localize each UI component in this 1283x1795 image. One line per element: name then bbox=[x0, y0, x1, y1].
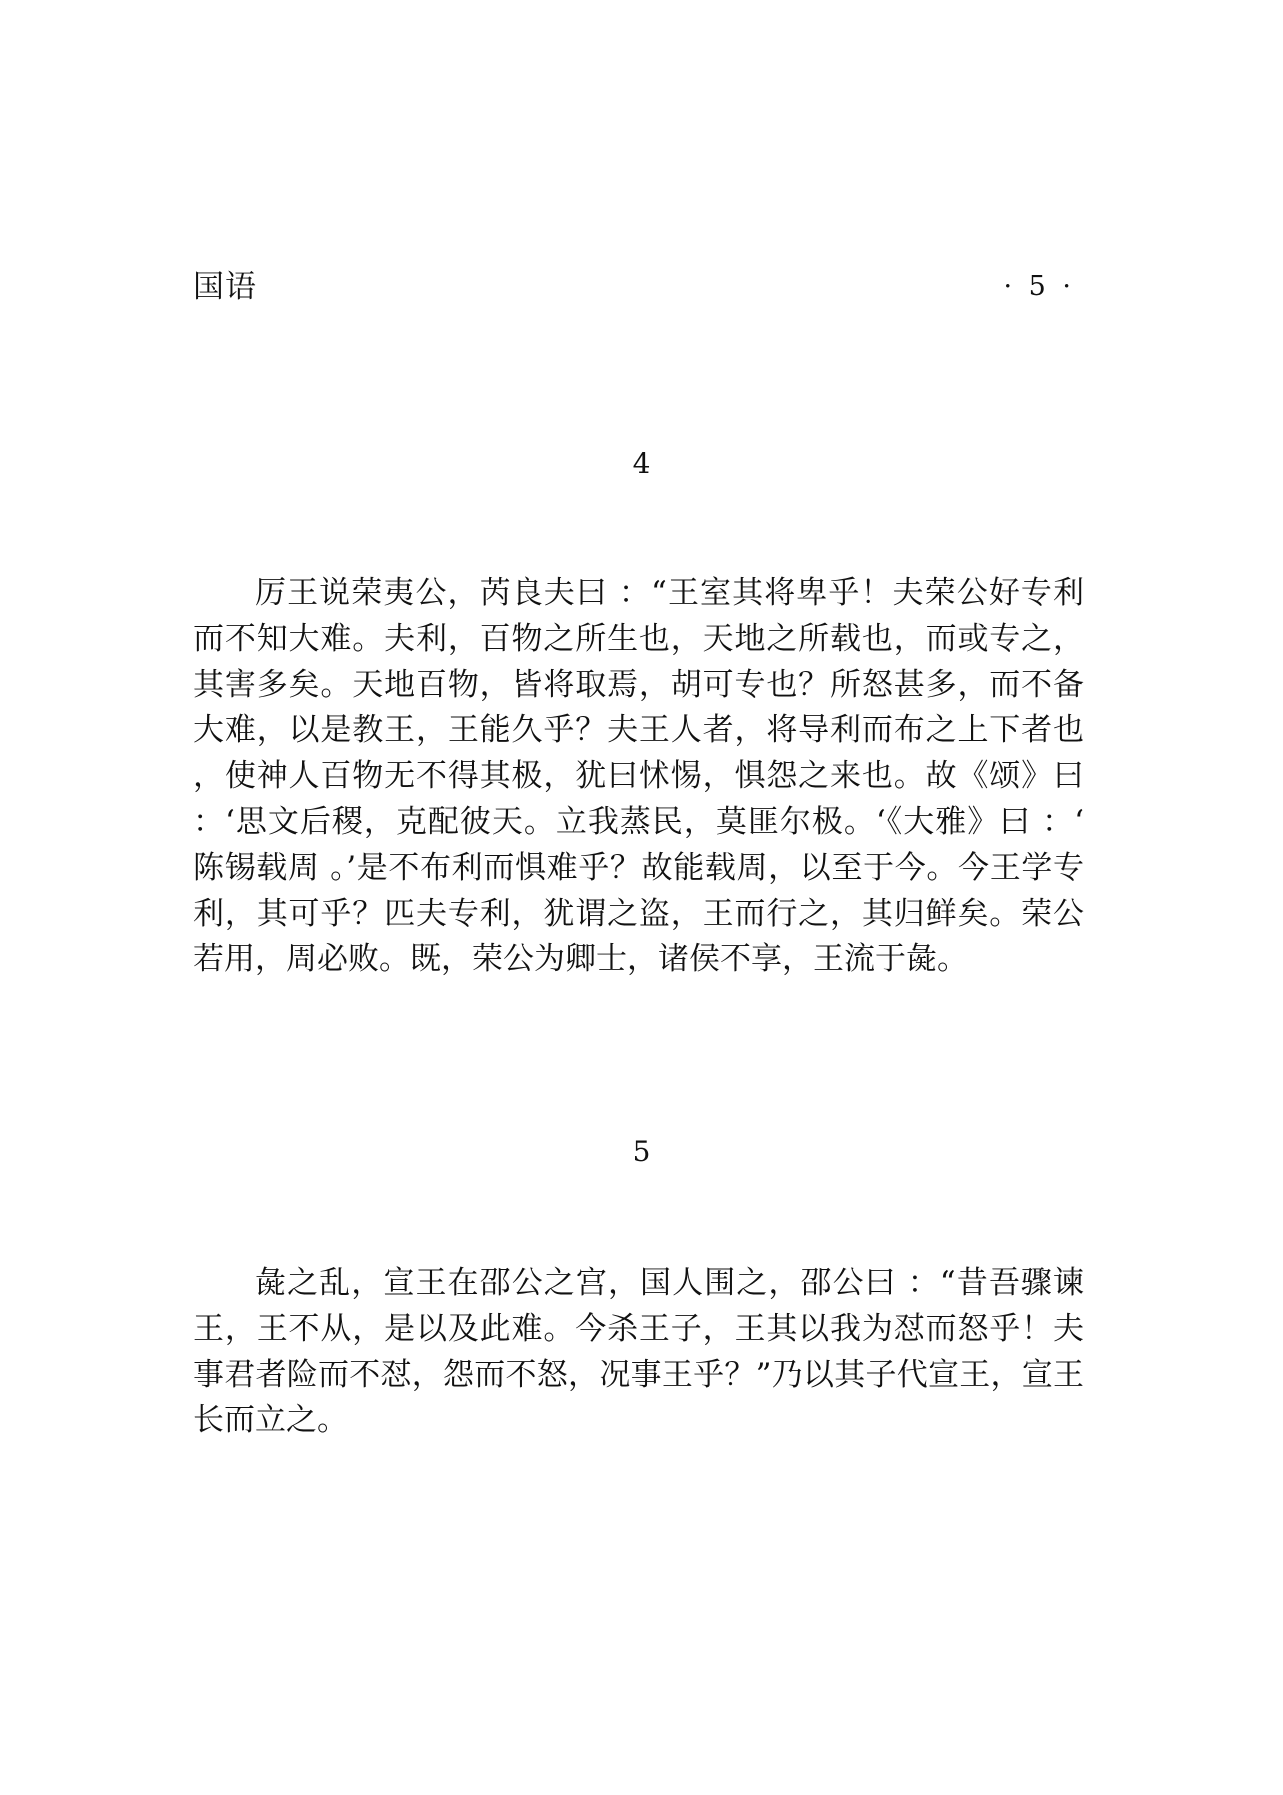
section-number: 5 bbox=[632, 1135, 651, 1168]
section-number: 4 bbox=[632, 447, 651, 480]
page-number: · 5 · bbox=[1003, 271, 1075, 302]
section-paragraph: 彘之乱，宣王在邵公之宫，国人围之，邵公曰 ：“昔吾骤谏王，王不从，是以及此难。今杀王子，王其以我为怼而怒乎！夫事君者险而不怼，怨而不怒，况事王乎？”乃以其子代宣王，宣王长而立之。 bbox=[193, 1265, 1084, 1439]
book-title: 国语 bbox=[193, 269, 257, 305]
section-paragraph: 厉王说荣夷公，芮良夫曰 ：“王室其将卑乎！夫荣公好专利而不知大难。夫利，百物之所生也，天地之所载也，而或专之，其害多矣。天地百物，皆将取焉，胡可专也？所怒甚多，而不备大难，以是教王，王能久乎？夫王人者，将导利而布之上下者也，使神人百物无不得其极，犹曰怵惕，惧怨之来也。故《颂》曰 ：‘思文后稷，克配彼天。立我蒸民，莫匪尔极。‘《大雅》曰 ：‘陈锡载周 。’是不布利而惧难乎？故能载周，以至于今。今王学专利，其可乎？匹夫专利，犹谓之盗，王而行之，其归鲜矣。荣公若用，周必败。既，荣公为卿士，诸侯不享，王流于彘。 bbox=[193, 575, 1084, 978]
